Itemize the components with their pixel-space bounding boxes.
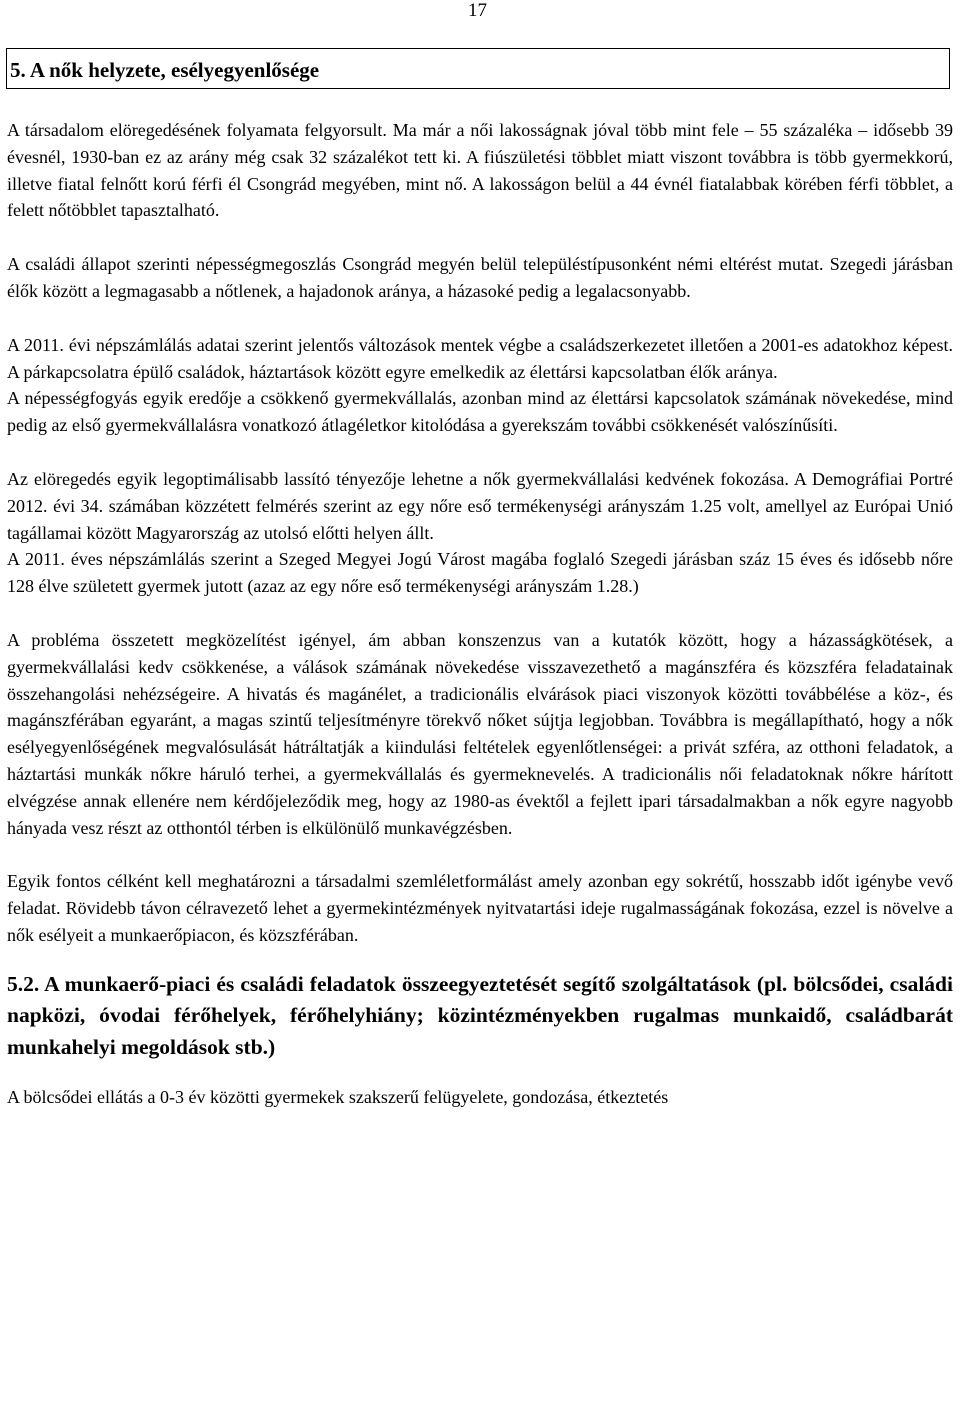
paragraph-szeged-census: A 2011. éves népszámlálás szerint a Szeged Megyei Jogú Várost magába foglaló Szegedi járásban száz 15 éves és idősebb nőre 128 élve született gyermek jutott (azaz az egy nőre eső termékenységi arányszám 1.28.)	[7, 549, 953, 597]
paragraph-aging: A társadalom elöregedésének folyamata felgyorsult. Ma már a női lakosságnak jóval több mint fele – 55 százaléka – idősebb 39 évesnél, 1930-ban ez az arány még csak 32 százalékot tett ki. A fiúszületési többlet miatt viszont továbbra is több gyermekkorú, illetve fiatal felnőtt korú férfi él Csongrád megyében, mint nő. A lakosságon belül a 44 évnél fiatalabbak körében férfi többlet, a felett nőtöbblet tapasztalható.	[7, 120, 953, 221]
paragraph-goals: Egyik fontos célként kell meghatározni a társadalmi szemléletformálást amely azonban egy sokrétű, hosszabb időt igénybe vevő feladat. Rövidebb távon célravezető lehet a gyermekintézmények nyitvatartási ideje rugalmasságának fokozása, ezzel is növelve a nők esélyeit a munkaerőpiacon, és közszférában.	[7, 871, 953, 945]
page-number: 17	[468, 0, 487, 21]
paragraph-population-decline: A népességfogyás egyik eredője a csökkenő gyermekvállalás, azonban mind az élettársi kapcsolatok számának növekedése, mind pedig az első gyermekvállalásra vonatkozó átlagéletkor kitolódása a gyerekszám további csökkenését valószínűsíti.	[7, 388, 953, 436]
paragraph-nursery: A bölcsődei ellátás a 0-3 év közötti gyermekek szakszerű felügyelete, gondozása, étkeztetés	[7, 1086, 669, 1107]
paragraph-complex-problem: A probléma összetett megközelítést igényel, ám abban konszenzus van a kutatók között, hogy a házasságkötések, a gyermekvállalási kedv csökkenése, a válások számának növekedése visszavezethető a magánszféra és közszféra feladatainak összehangolási nehézségeire. A hivatás és magánélet, a tradicionális elvárások piaci viszonyok közötti továbbélése a köz-, és magánszférában egyaránt, a magas szintű teljesítményre törekvő nőket sújtja legjobban. Továbbra is megállapítható, hogy a nők esélyegyenlőségének megvalósulását hátráltatják a kiindulási feltételek egyenlőtlenségei: a privát szféra, az otthoni feladatok, a háztartási munkák nőkre háruló terhei, a gyermekvállalás és gyermeknevelés. A tradicionális női feladatoknak nőkre hárított elvégzése annak ellenére nem kérdőjeleződik meg, hogy az 1980-as évektől a fejlett ipari társadalmakban a nők egyre nagyobb hányada vesz részt az otthontól térben is elkülönülő munkavégzésben.	[7, 629, 953, 838]
subsection-title: 5.2. A munkaerő-piaci és családi feladatok összeegyeztetését segítő szolgáltatások (pl. bölcsődei, családi napközi, óvodai férőhelyek, férőhelyhiány; közintézményekben rugalmas munkaidő, családbarát munkahelyi megoldások stb.)	[7, 971, 953, 1059]
section-title: 5. A nők helyzete, esélyegyenlősége	[10, 58, 320, 82]
paragraph-census-family: A 2011. évi népszámlálás adatai szerint jelentős változások mentek végbe a családszerkezetet illetően a 2001-es adatokhoz képest. A párkapcsolatra épülő családok, háztartások között egyre emelkedik az élettársi kapcsolatban élők aránya.	[7, 334, 953, 382]
paragraph-marital-status: A családi állapot szerinti népességmegoszlás Csongrád megyén belül településtípusonként némi eltérést mutat. Szegedi járásban élők között a legmagasabb a nőtlenek, a hajadonok aránya, a házasoké pedig a legalacsonyabb.	[7, 254, 953, 301]
paragraph-fertility-rate: Az elöregedés egyik legoptimálisabb lassító tényezője lehetne a nők gyermekvállalási kedvének fokozása. A Demográfiai Portré 2012. évi 34. számában közzétett felmérés szerint az egy nőre eső termékenységi arányszám 1.25 volt, amellyel az Európai Unió tagállamai között Magyarország az utolsó előtti helyen állt.	[7, 468, 953, 543]
document-body	[7, 117, 953, 1110]
